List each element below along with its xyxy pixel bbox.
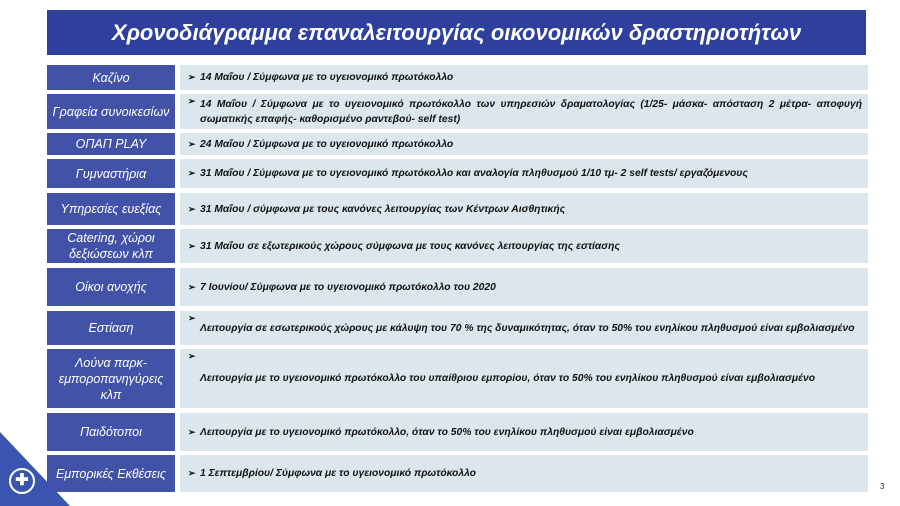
slide-title: Χρονοδιάγραμμα επαναλειτουργίας οικονομικών δραστηριοτήτων bbox=[47, 10, 866, 55]
schedule-row bbox=[47, 193, 868, 225]
description-cell bbox=[180, 94, 868, 129]
category-label: Παιδότοποι bbox=[47, 413, 175, 451]
bullet-arrow-icon: ➢ bbox=[188, 240, 196, 251]
schedule-row bbox=[47, 94, 868, 129]
category-label: Εμπορικές Εκθέσεις bbox=[47, 455, 175, 492]
schedule-row bbox=[47, 133, 868, 155]
category-label: Υπηρεσίες ευεξίας bbox=[47, 193, 175, 225]
description-text: 31 Μαΐου / σύμφωνα με τους κανόνες λειτουργίας των Κέντρων Αισθητικής bbox=[200, 203, 566, 215]
bullet-arrow-icon: ➢ bbox=[188, 351, 196, 361]
page-number: 3 bbox=[880, 482, 885, 491]
category-label: Γραφεία συνοικεσίων bbox=[47, 94, 175, 129]
bullet-arrow-icon: ➢ bbox=[188, 138, 196, 149]
description-cell bbox=[180, 159, 868, 188]
category-label: Λούνα παρκ- εμποροπανηγύρεις κλπ bbox=[47, 349, 175, 408]
category-label: Γυμναστήρια bbox=[47, 159, 175, 188]
schedule-row bbox=[47, 229, 868, 263]
description-cell bbox=[180, 349, 868, 408]
schedule-row bbox=[47, 349, 868, 408]
schedule-row bbox=[47, 311, 868, 345]
description-text: 31 Μαΐου / Σύμφωνα με το υγειονομικό πρωτόκολλο και αναλογία πληθυσμού 1/10 τμ- 2 self tests/ εργαζόμενους bbox=[200, 168, 748, 179]
category-label: Εστίαση bbox=[47, 311, 175, 345]
bullet-arrow-icon: ➢ bbox=[188, 313, 196, 323]
description-cell bbox=[180, 65, 868, 90]
description-cell bbox=[180, 193, 868, 225]
category-label: Καζίνο bbox=[47, 65, 175, 90]
schedule-row bbox=[47, 268, 868, 306]
greek-emblem-icon: ✚ bbox=[9, 468, 35, 494]
bullet-arrow-icon: ➢ bbox=[188, 96, 196, 106]
description-text: 7 Ιουνίου/ Σύμφωνα με το υγειονομικό πρωτόκολλο του 2020 bbox=[200, 281, 496, 293]
bullet-arrow-icon: ➢ bbox=[188, 468, 196, 478]
description-text: 14 Μαΐου / Σύμφωνα με το υγειονομικό πρωτόκολλο των υπηρεσιών δραματολογίας (1/25- μάσκα- απόσταση 2 μέτρα- αποφυγή σωματικής επαφής- καθορισμένο ραντεβού- self test) bbox=[200, 98, 862, 125]
corner-decoration bbox=[0, 432, 70, 506]
description-text: 1 Σεπτεμβρίου/ Σύμφωνα με το υγειονομικό πρωτόκολλο bbox=[200, 468, 476, 479]
schedule-row bbox=[47, 413, 868, 451]
bullet-arrow-icon: ➢ bbox=[188, 72, 196, 82]
description-cell bbox=[180, 268, 868, 306]
description-text: 14 Μαΐου / Σύμφωνα με το υγειονομικό πρωτόκολλο bbox=[200, 72, 454, 83]
bullet-arrow-icon: ➢ bbox=[188, 281, 196, 292]
schedule-row bbox=[47, 159, 868, 188]
schedule-row bbox=[47, 65, 868, 90]
description-cell bbox=[180, 311, 868, 345]
description-text: Λειτουργία με το υγειονομικό πρωτόκολλο του υπαίθριου εμπορίου, όταν το 50% του ενηλίκου πληθυσμού είναι εμβολιασμένο bbox=[200, 373, 816, 384]
description-text: 31 Μαΐου σε εξωτερικούς χώρους σύμφωνα με τους κανόνες λειτουργίας της εστίασης bbox=[200, 240, 620, 252]
description-text: 24 Μαΐου / Σύμφωνα με το υγειονομικό πρωτόκολλο bbox=[200, 138, 454, 150]
bullet-arrow-icon: ➢ bbox=[188, 426, 196, 437]
description-cell bbox=[180, 455, 868, 492]
category-label: Οίκοι ανοχής bbox=[47, 268, 175, 306]
description-text: Λειτουργία σε εσωτερικούς χώρους με κάλυψη του 70 % της δυναμικότητας, όταν το 50% του ενηλίκου πληθυσμού είναι εμβολιασμένο bbox=[200, 322, 855, 334]
description-cell bbox=[180, 413, 868, 451]
description-text: Λειτουργία με το υγειονομικό πρωτόκολλο, όταν το 50% του ενηλίκου πληθυσμού είναι εμβολιασμένο bbox=[200, 426, 694, 438]
description-cell bbox=[180, 229, 868, 263]
category-label: Catering, χώροι δεξιώσεων κλπ bbox=[47, 229, 175, 263]
bullet-arrow-icon: ➢ bbox=[188, 168, 196, 178]
description-cell bbox=[180, 133, 868, 155]
category-label: ΟΠΑΠ PLAY bbox=[47, 133, 175, 155]
bullet-arrow-icon: ➢ bbox=[188, 203, 196, 214]
schedule-row bbox=[47, 455, 868, 492]
